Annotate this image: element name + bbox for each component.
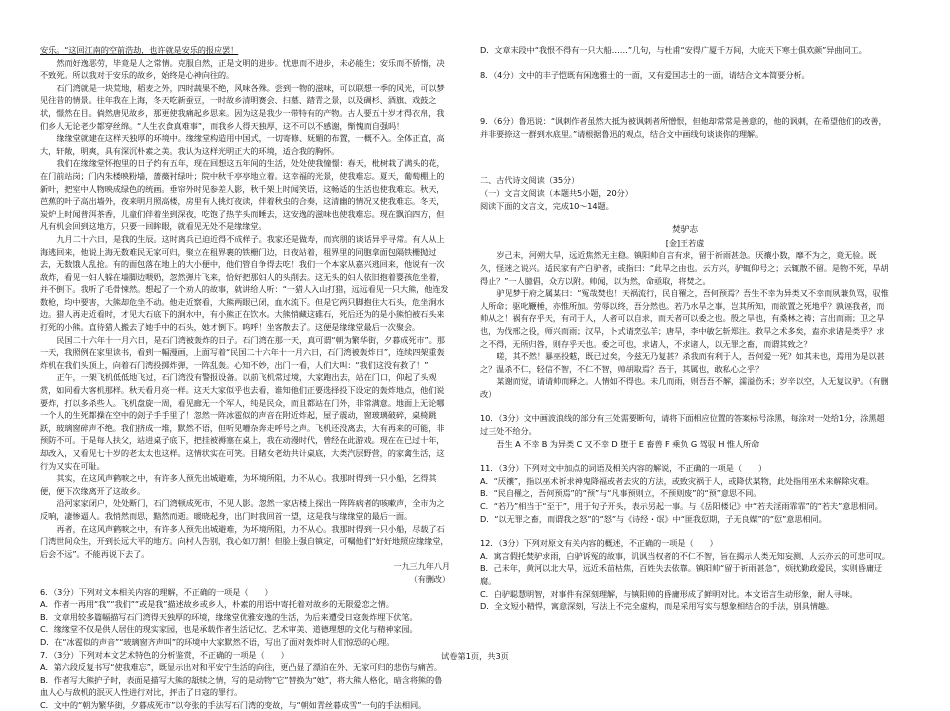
- text-line: 阅读下面的文言文，完成10～14题。: [480, 200, 614, 211]
- text-line: D．在“冰雹似的声音”“玻璃窗齐声叫”的环境中大家默然不语，写出了面对轰炸时人们惊恐的心理。: [40, 636, 395, 647]
- text-line: A．第六段反复书写“使我难忘”，既显示出对和平安宁生活的向往，更凸显了漂泊在外、无家可归的悲伤与痛苦。: [40, 662, 442, 673]
- text-line: 石门湾就是一块荒地，稻麦之外，四时蔬果不绝，风味各殊。尝到一物的滋味，可以联想一季的风光，可以梦见往昔的情景。往年我在上海，冬天吃新蚕豆，一时故乡清明赛会、扫墓、踏青之景，以及碉杉、酒旗、戏鼓之状，憬然在目。倘然唐见故乡，那更使我痛起乡思来。因为这是我少一带特有的产物。古人要五十岁才得衣帛，我们乡人无论老少都穿丝绵。“人生衣食真难事”，而我乡人得天独厚，这不可以不感谢，惭愧而自强吗！: [40, 82, 445, 131]
- text-line: D．文章末段中“我恨不得有一只大船……”几句，与杜甫“安得广厦千万间，大庇天下寒士俱欢颜”异曲同工。: [480, 45, 867, 55]
- spacer: [480, 450, 890, 462]
- spacer: [480, 525, 890, 537]
- text-line: 驴见梦于府之属某曰：“冤哉焚也！天祸流行，民自罹之，吾何预焉？吾生不幸为异类又不幸而夙兼负骂，驭惟人所命；驱叱鞭棰，亦惟所加。劳辱以终，吾分然也。若乃水旱之事，岂其所知，而欲置之死地乎？孰诬我者，而帅从之！祸有存乎天，有司于人，人者可以自求，而天者可以委之也。殷之旱也，有桑林之祷；言出而雨；卫之旱也，为伐邢之役，师兴而雨；汉旱，卜式请烹弘羊；唐旱，李中敏乞斩郑注。救旱之术多矣，盍亦求诸是类乎？求之不得，无所归咎，则存乎天也。委之可也，求诸人，不求诸人，以无罪之畜，而谓其致之？: [480, 288, 889, 349]
- text-line: 12．（3分）下列对原文有关内容的概述，不正确的一项是（ ）: [480, 538, 718, 549]
- text-line: D．全文短小精悍，寓意深刻，写法上不完全虚构，而是采用写实与想象相结合的手法，别具情趣。: [480, 601, 834, 612]
- text-line: C．白驴聪慧明智，对事件有深刻理解，与镇阳帅的昏庸形成了鲜明对比。本文语言生动形象，耐人寻味。: [480, 588, 858, 599]
- text-line: C．“若乃”相当于“至于”，用于句子开头，表示另起一事。与《岳阳楼记》中“若夫淫雨霏霏”的“若夫”意思相同。: [480, 501, 883, 512]
- text-line: 再者，在这风声鹤唳之中，有许多人预先出城避难，为坏境所阻，力不从心。我那时得到一只小船，尽载了石门湾世间众生，开到长远大平的地方。向村人告别，我心如刀割！但脸上强自镇定，可嘱他们“好好地照应缘缘堂，后会不远”。不能再说下去了。: [40, 523, 449, 559]
- text-line: 9．（6分）鲁迅说：“讽刺作者虽然大抵为被讽刺者所憎恨，但他却常常是善意的，他的讽刺，在希望他们的改善，并非要捺这一群到水底里。”请根据鲁迅的观点，结合文中画线句谈谈你的理解。: [480, 116, 887, 139]
- spacer: [480, 140, 890, 174]
- text-line: A．作者一再用“我”“我们”“或是我”描述故乡或乡人，朴素的用语中寄托着对故乡的无限爱恋之情。: [40, 599, 394, 610]
- left-column: [40, 44, 450, 711]
- spacer: [480, 81, 890, 115]
- text-line: B．作者写大熊护子时，表面是描写大熊的舐犊之情，写的是动物“它”替换为“她”，将大熊人格化，暗含将熊的鲁血人心与敌机的泯灭人性进行对比，抨击了日寇的罪行。: [40, 674, 443, 698]
- text-line: C．文中的“朝为繁华街，夕暮成死市”以夸张的手法写石门湾的变故，与“朝如青丝暮成雪”一句的手法相同。: [40, 699, 427, 710]
- text-line: 九月二十六日，是我的生辰。这时离兵已迫近得不成样子。我家还是做寿，而宾朋的谈话异乎寻常。有人从上海逃回来，他说上海无数难民无家可归，聚立在租界裹的铁栅门边，日夜站着，租界里的同胞拿面包隔铁栅抛过去，无数饿人乱抢。有的面包落在地上的大小便中，他们管自争得去吃！我们一个本家从嘉兴逃回来，他说有一次敌炸，看见一妇人躲在墙脚边喂奶，忽然弹片飞来，恰好把那妇人的头削去。这无头的妇人依旧抱着婴孩危坐着，并不倒下。我听了毛骨悚然。想起了一个劝人的故事，就讲给人听：“一猎人入山打猎，远远看见一只大熊，他连发数枪，均中要害，大熊却危坐不动。他走近察看，大熊两眼已闭，血水流下。但是它两只脚抱住大石头，危坐涧水边。猎人再走近看时，才见大石底下的涧水中，有小熊正在饮水。大熊悄藏这碓石，死后还为的是小熊怕被石头来打死的小熊。直待猎人搬去了她手中的石头，她才倒下。呜呼！坐客散去了。这便是缘缘堂最后一次聚会。: [40, 233, 449, 333]
- spacer: [480, 212, 890, 224]
- text-line: 沿河家家闭户，处处断门，石门湾顿成死市，不见人影。忽然一家店楼上探出一阵阵病者的咳嗽声，全市为之反响，凄惨逼人。我悄然而思，黯然而逝。暖晓起身，出门时我回首一望，这是我与缘缘堂的最后一面。: [40, 498, 445, 521]
- text-line: （一）文言文阅读（本题共5小题，20分）: [480, 187, 633, 198]
- text-line: B．文章用较多篇幅描写石门湾得天独厚的环境，缘缘堂优雅安逸的生活，为后来遭受日寇轰炸埋下伏笔。: [40, 611, 418, 622]
- text-line: 10．（3分）文中画波浪线的部分有三处需要断句，请将下面相应位置的答案标号涂黑，每涂对一处给1分，涂黑超过三处不给分。: [480, 413, 885, 437]
- text-line: （有删改）: [409, 573, 450, 584]
- text-line: 吾生 A 不幸 B 为异类 C 又不幸 D 堕于 E 畜兽 F 乘负 G 驾驭 H 惟人所命: [496, 438, 760, 449]
- text-line: 正午，一架飞机低低地飞过，石门湾没有警报设备。以前飞机常过境，大家跑出去，站在门口，仰起了头观赏，如同看大客机那样。秋天看月亮一样。这天大家似乎也去看，谁知他们正要选择投下设定的轰炸地点，他们说要炸，打以多杀些人。飞机盘旋一周，看见廊无一个军人，纯是民众，而且都站在门外，非常满意。地面上无论哪一个人的生死都操在空中的刽子手手里了！忽然一阵冰雹似的声音在附近炸起，屋子震动，窗玻璃破碎，桌椅跳跃，玻璃窗碎声不绝。我们挤成一堆，默然不语，但听见嘈杂奔走呼号之声。飞机还没离去，大有再来的可能，非预防不可。于是每人扶父，站进桌子底下，把挂被褥塞在桌上，我在动漫时代，曾经在此游戏。现在在已过十年，却改入，又看见七十岁的老太太也这样。这情状实在可笑。目睹女老幼共计桌底，大类汽层野营，的家禽生活，这行为又实在可耻。: [40, 372, 445, 471]
- text-line: 其实，在这风声鹤唳之中，有许多人预先出城避难，为坏境所阻，力不从心。我那时得到一只小船，乞得其便，便下次缘离开了这故乡。: [40, 473, 437, 496]
- text-line: 二、古代诗文阅读（35分）: [480, 175, 580, 186]
- spacer: [480, 400, 890, 412]
- text-line: 岁己未，河朔大旱，远近焦然无主稳。镇阳帅自言有求，留于祈雨甚急。厌禳小数，靡不为之，竟无验。既久，怪迷之说兴。适民家有产白驴者，或指曰：“此旱之由也。云方兴，驴辄仰号之；云辄散不留。是物不死，旱胡得止？”一人臆倡，众方以附。帅闻，以为然，命亟取，将焚之。: [480, 250, 889, 286]
- text-line: B．“民自罹之，吾何预焉”的“预”与“凡事预则立，不预则废”的“预”意思不同。: [480, 488, 762, 499]
- text-line: 7．（3分）下列对本文艺术特色的分析鉴赏，不正确的一项是（ ）: [40, 649, 289, 660]
- text-line: 8．（4分）文中的丰子恺既有闲逸雅士的一面，又有爱国志士的一面，请结合文本简要分析。: [480, 69, 810, 80]
- text-line: 6．（3分）下列对文本相关内容的理解，不正确的一项是（ ）: [40, 586, 273, 597]
- text-line: 然而好逸恶劳，毕竟是人之常情。克服自然，正是文明的进步。忧患而不进步，未必能生；安乐而不骄惰，决不致死。所以我对于安乐的故乡，始终是心神向往的。: [40, 57, 445, 81]
- text-line: [金]王若虚: [665, 237, 705, 248]
- text-line: C．缘缘堂不仅是供人居住的现实家园，也是承载作者生活记忆、艺术审美、道德理想的文化与精神家园。: [40, 624, 418, 635]
- text-line: 缘缘堂就建在这样天独厚的环境中。缘缘堂构造用中国式，一切寄修、妩媚的布置，一概不入。全体正直，高大，轩敞，明爽，具有深沉朴素之美。我认为这样光明正大的环境，适合我的胸怀。: [40, 133, 445, 156]
- text-line: 焚驴志: [671, 225, 699, 236]
- text-line: 我们在缘缘堂怀抱里的日子约有五年，现在回想这五年间的生活，处处使我憧憬：春天，枇树栽了满头的花，在门前站岗；门内朱楼映粉墙，蔷薇衬绿叶；院中秋千亭亭地立着。这幸福的光景，使我难忘。夏天，葡萄棚上的新叶，把室中人物映成绿色的统画。垂帘外时见参差人影，秋千架上时闻笑语，这畅适的生活也使我难忘。秋天，芭蕉的叶子高出墙外，夜来明月照高楼，房里有人挑灯夜读，伴着秋虫的合奏，这清幽的情况又使我难忘。冬天，炭炉上时闻普洱茶香，儿童们伴着坐到深夜，吃饱了热芋头而睡去，这安逸的滋味也使我难忘。现在飘泊四方，但凡有机会回到这地方，只要一回眸眼，就看见无处不是缘缘堂。: [40, 158, 445, 232]
- text-line: 安乐。“这回江南的空前浩劫，也许就是安乐的报应罢！: [40, 45, 239, 55]
- right-column: [480, 44, 890, 613]
- text-line: A．“厌禳”，指以巫术祈求神鬼降福或者去灾的方法，或致灾祸于人，或降伏某物，此处指用巫术来解除灾难。: [480, 475, 874, 486]
- spacer: [480, 57, 890, 69]
- text-line: 某谢而觉，请请帅而释之。人情如不得也。未几而雨，则吾吾不解，濡溢伤禾；岁辛以空，人无复议驴。（有删改）: [480, 376, 889, 399]
- text-line: B．己未年，黄河以北大旱，远近禾苗枯焦，百姓失去依靠。镇阳帅“留于祈雨甚急”，烦扰勤政爱民，实则昏庸迂腐。: [480, 563, 883, 586]
- text-line: D．“以无罪之畜，而谓我之怒”的“怒”与《诗经・氓》中“匪我愆期，子无良媒”的“愆”意思相同。: [480, 513, 827, 524]
- page-footer: 试卷第1页，共3页: [441, 651, 509, 661]
- text-line: 11．（3分）下列对文中加点的词语及相关内容的解说，不正确的一项是（ ）: [480, 463, 767, 474]
- text-line: 一九三九年八月: [393, 561, 450, 572]
- text-line: 嗟，其不然！暴巫投魃，既已过矣，今兹无乃复甚？杀我而有利于人，吾何爱一死？如其未也，焉用为是以甚之？温杀不仁，轻信不智，不仁不智，帅胡取焉？吾于，其属也，敢私心之乎？: [480, 351, 885, 374]
- text-line: 民国二十六年十一月六日，是石门湾被轰炸的日子。石门湾在那一天，真可谓“朝为繁华街，夕暮成死市”。那一天，我照例在家里读书，看到一幅漫画，上面写着“民国二十六年十一月六日，石门湾被轰炸日”，连续四架重轰炸机在我们头顶上，向着石门湾投掷炸弹，一阵乱轰。心知不妙，出门一看，人们大叫：“我们这没有救了！”: [40, 334, 445, 370]
- text-line: A．寓言假托焚驴求雨，白驴诉冤的故事，讥讽当权者的不仁不智，旨在揭示人类无知妄测、人云亦云的可悲可叹。: [480, 550, 890, 561]
